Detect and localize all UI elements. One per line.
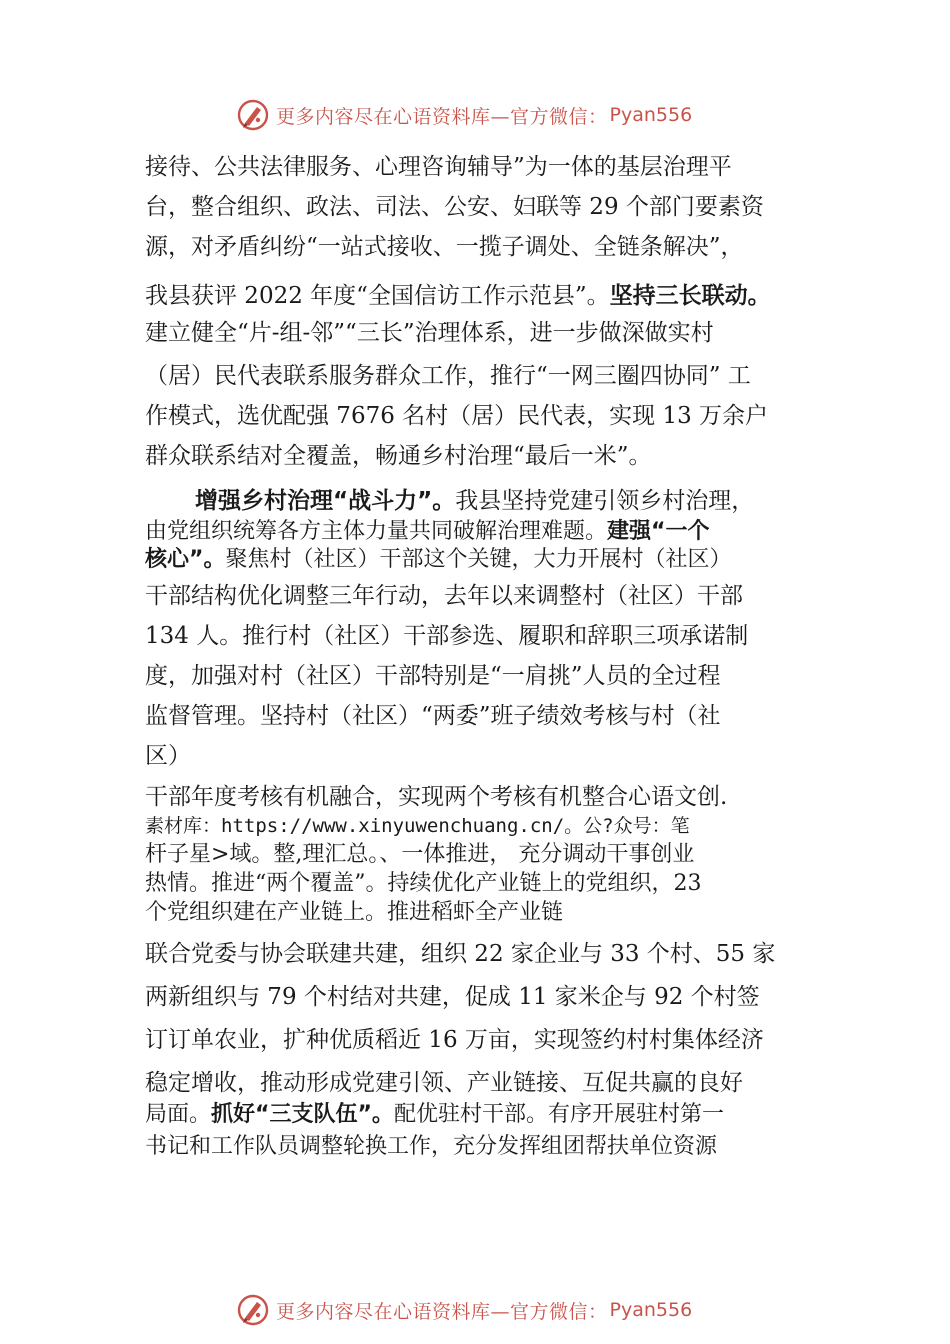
footer-wechat-id: Pyan556 [609, 1299, 693, 1321]
body-line [145, 517, 709, 547]
body-text: 聚焦村（社区）干部这个关键，大力开展村（社区） [225, 547, 732, 572]
body-line: 热情。推进“两个覆盖”。持续优化产业链上的党组织，23 [145, 871, 702, 896]
body-text: 局面。 [145, 1102, 212, 1127]
body-line: 订订单农业，扩种优质稻近 16 万亩，实现签约村村集体经济 [145, 1027, 764, 1053]
body-line: 干部结构优化调整三年行动，去年以来调整村（社区）干部 [145, 583, 743, 609]
footer-site-text: 更多内容尽在心语资料库—官方微信： [276, 1300, 608, 1323]
body-line: 度，加强对村（社区）干部特别是“一肩挑”人员的全过程 [145, 663, 721, 689]
body-line: 联合党委与协会联建共建，组织 22 家企业与 33 个村、55 家 [145, 941, 776, 967]
body-line: 监督管理。坚持村（社区）“两委”班子绩效考核与村（社 [145, 703, 721, 729]
bold-heading: 增强乡村治理“战斗力”。 [195, 488, 456, 514]
body-line: 接待、公共法律服务、心理咨询辅导”为一体的基层治理平 [145, 154, 732, 180]
body-line: 区） [145, 743, 191, 769]
page-header [236, 97, 692, 133]
body-line: 作模式，选优配强 7676 名村（居）民代表，实现 13 万余户 [145, 403, 769, 429]
pen-emblem-icon [236, 98, 270, 132]
body-line: 杆子星>域。整,理汇总。、一体推进， 充分调动干事创业 [145, 842, 695, 867]
body-line: 干部年度考核有机融合，实现两个考核有机整合心语文创. [145, 784, 728, 810]
bold-heading: 建强“一个 [607, 519, 710, 544]
body-line [145, 281, 771, 311]
bold-heading: 核心”。 [145, 547, 226, 572]
body-line: 群众联系结对全覆盖，畅通乡村治理“最后一米”。 [145, 443, 652, 469]
body-line: 建立健全“片-组-邻”“三长”治理体系，进一步做深做实村 [145, 320, 714, 346]
page-footer [236, 1292, 692, 1328]
body-line: 台，整合组织、政法、司法、公安、妇联等 29 个部门要素资 [145, 194, 764, 220]
body-line: 稳定增收，推动形成党建引领、产业链接、互促共赢的良好 [145, 1070, 743, 1096]
body-text: 配优驻村干部。有序开展驻村第一 [393, 1102, 724, 1127]
body-line: 素材库：https://www.xinyuwenchuang.cn/。公?众号：笔 [145, 815, 690, 837]
body-text: 由党组织统筹各方主体力量共同破解治理难题。 [145, 519, 608, 544]
body-line: 两新组织与 79 个村结对共建，促成 11 家米企与 92 个村签 [145, 984, 760, 1010]
body-line: （居）民代表联系服务群众工作，推行“一网三圈四协同” 工 [145, 363, 751, 389]
header-site-text: 更多内容尽在心语资料库—官方微信： [276, 105, 608, 128]
body-line: 源，对矛盾纠纷“一站式接收、一揽子调处、全链条解决”， [145, 234, 744, 260]
body-line [145, 545, 731, 575]
body-text: 我县坚持党建引领乡村治理， [455, 488, 755, 514]
body-line [195, 486, 754, 516]
body-line: 134 人。推行村（社区）干部参选、履职和辞职三项承诺制 [145, 623, 749, 649]
header-wechat-id: Pyan556 [609, 104, 693, 126]
bold-heading: 坚持三长联动。 [609, 283, 771, 309]
body-line: 书记和工作队员调整轮换工作，充分发挥组团帮扶单位资源 [145, 1134, 718, 1159]
body-line: 个党组织建在产业链上。推进稻虾全产业链 [145, 900, 564, 925]
body-text: 我县获评 2022 年度“全国信访工作示范县”。 [145, 283, 610, 309]
bold-heading: 抓好“三支队伍”。 [211, 1102, 394, 1127]
body-line [145, 1100, 724, 1130]
pen-emblem-icon [236, 1293, 270, 1327]
